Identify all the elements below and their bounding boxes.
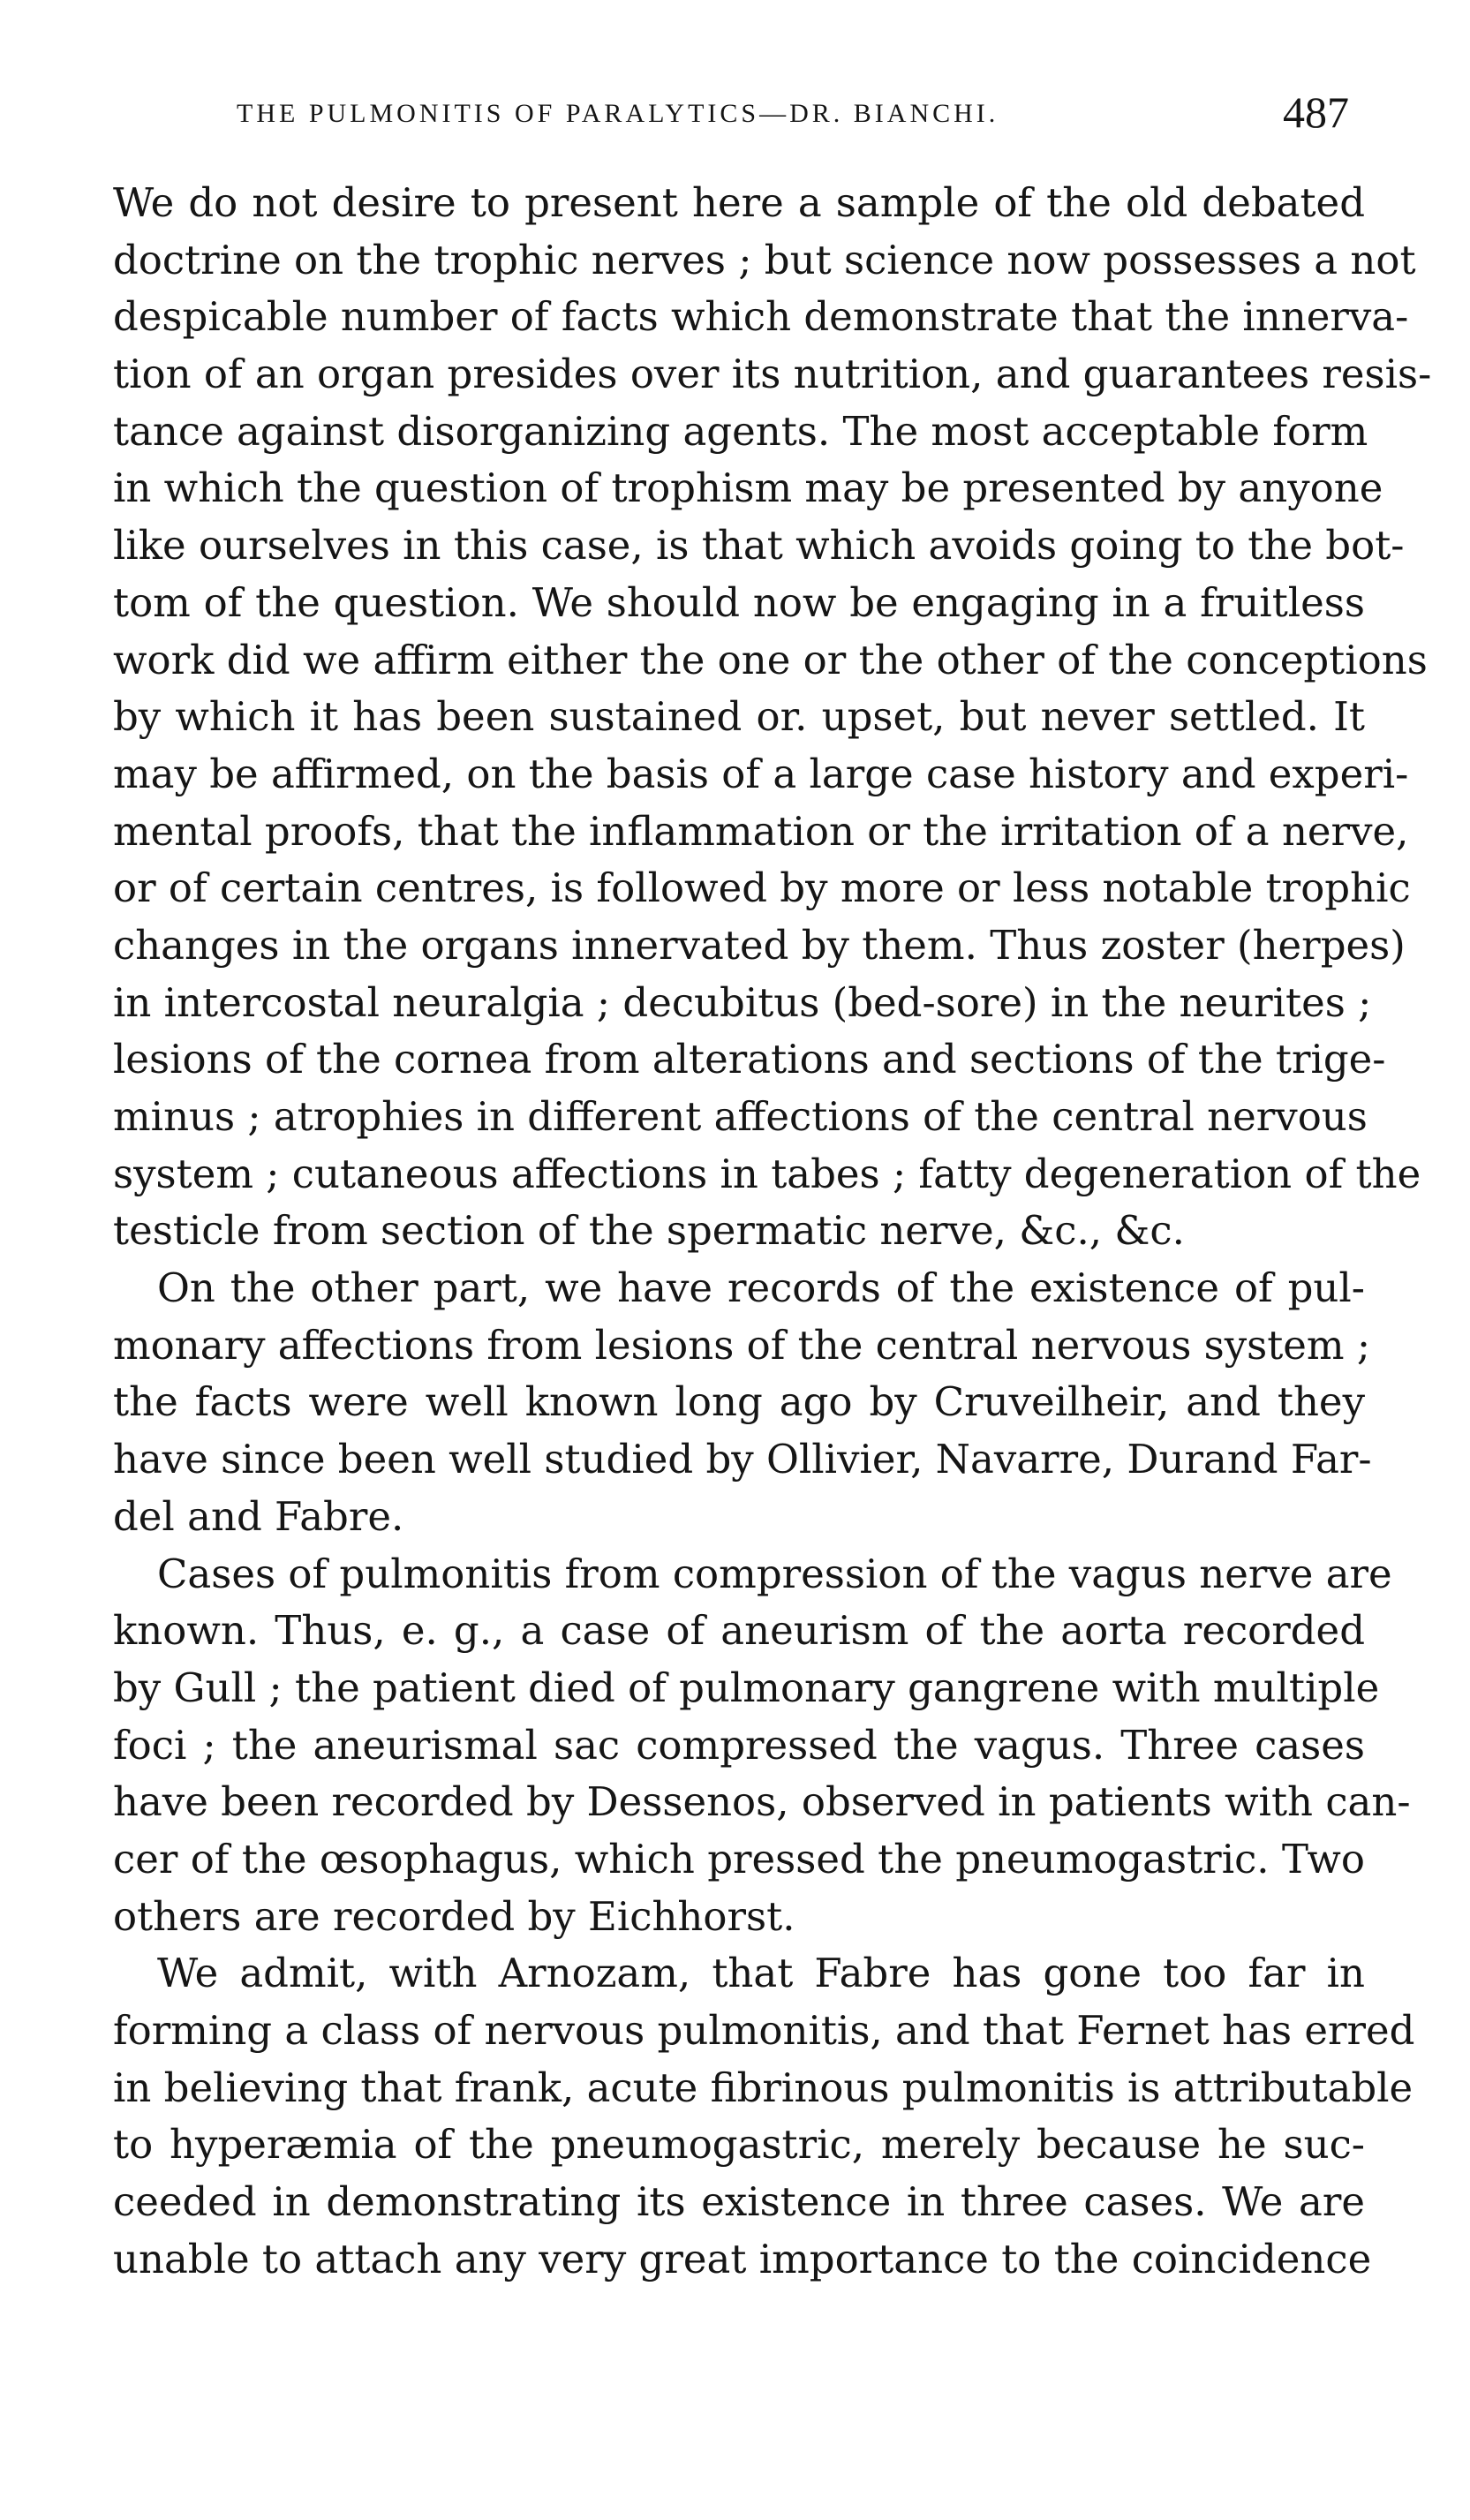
text-line: the facts were well known long ago by Cruveilheir, and they bbox=[113, 1378, 1365, 1426]
text-line: have been recorded by Dessenos, observed in patients with can- bbox=[113, 1778, 1411, 1826]
text-line: have since been well studied by Ollivier, Navarre, Durand Far- bbox=[113, 1436, 1372, 1483]
text-line: tion of an organ presides over its nutrition, and guarantees resis- bbox=[113, 351, 1432, 398]
paragraph-pulmonary-affections bbox=[113, 1260, 1372, 1545]
text-line: monary affections from lesions of the central nervous system ; bbox=[113, 1321, 1371, 1369]
text-line: testicle from section of the spermatic nerve, &c., &c. bbox=[113, 1207, 1185, 1255]
paragraph-trophic-nerves bbox=[113, 175, 1432, 1260]
text-line: minus ; atrophies in different affections of the central nervous bbox=[113, 1093, 1368, 1140]
text-line: work did we affirm either the one or the other of the conceptions bbox=[113, 636, 1428, 683]
text-line: system ; cutaneous affections in tabes ; fatty degeneration of the bbox=[113, 1150, 1421, 1197]
text-line: doctrine on the trophic nerves ; but science now possesses a not bbox=[113, 236, 1416, 283]
text-line: to hyperæmia of the pneumogastric, merely because he suc- bbox=[113, 2121, 1365, 2169]
paragraph-nervous-pulmonitis bbox=[113, 1945, 1415, 2288]
text-line: ceeded in demonstrating its existence in three cases. We are bbox=[113, 2178, 1365, 2226]
text-line: by Gull ; the patient died of pulmonary gangrene with multiple bbox=[113, 1664, 1380, 1711]
text-line: del and Fabre. bbox=[113, 1492, 404, 1540]
text-line: others are recorded by Eichhorst. bbox=[113, 1892, 795, 1940]
text-line: in which the question of trophism may be presented by anyone bbox=[113, 464, 1383, 512]
paragraph-vagus-compression bbox=[113, 1546, 1411, 1946]
page-number: 487 bbox=[1283, 87, 1349, 137]
text-line: We do not desire to present here a sample of the old debated bbox=[113, 179, 1365, 226]
text-line: mental proofs, that the inflammation or the irritation of a nerve, bbox=[113, 807, 1409, 855]
text-line: or of certain centres, is followed by more or less notable trophic bbox=[113, 864, 1411, 912]
body-text bbox=[113, 175, 1432, 2288]
text-line: We admit, with Arnozam, that Fabre has gone too far in bbox=[157, 1950, 1365, 1997]
text-line: lesions of the cornea from alterations and sections of the trige- bbox=[113, 1036, 1386, 1083]
text-line: in believing that frank, acute fibrinous pulmonitis is attributable bbox=[113, 2064, 1413, 2111]
text-line: Cases of pulmonitis from compression of the vagus nerve are bbox=[157, 1550, 1392, 1597]
text-line: known. Thus, e. g., a case of aneurism of the aorta recorded bbox=[113, 1607, 1365, 1655]
text-line: tance against disorganizing agents. The most acceptable form bbox=[113, 407, 1368, 455]
running-head bbox=[237, 87, 1349, 148]
text-line: tom of the question. We should now be engaging in a fruitless bbox=[113, 578, 1365, 626]
text-line: forming a class of nervous pulmonitis, and that Fernet has erred bbox=[113, 2007, 1415, 2054]
text-line: unable to attach any very great importance to the coincidence bbox=[113, 2235, 1372, 2282]
text-line: by which it has been sustained or. upset, but never settled. It bbox=[113, 693, 1365, 741]
text-line: despicable number of facts which demonstrate that the innerva- bbox=[113, 293, 1409, 341]
running-title: THE PULMONITIS OF PARALYTICS—DR. BIANCHI. bbox=[237, 99, 999, 128]
text-line: foci ; the aneurismal sac compressed the vagus. Three cases bbox=[113, 1721, 1365, 1769]
text-line: On the other part, we have records of the existence of pul- bbox=[157, 1264, 1365, 1312]
text-line: in intercostal neuralgia ; decubitus (bed-sore) in the neurites ; bbox=[113, 978, 1372, 1026]
text-line: changes in the organs innervated by them. Thus zoster (herpes) bbox=[113, 921, 1406, 969]
text-line: cer of the œsophagus, which pressed the pneumogastric. Two bbox=[113, 1835, 1365, 1882]
text-line: like ourselves in this case, is that which avoids going to the bot- bbox=[113, 522, 1405, 570]
text-line: may be affirmed, on the basis of a large case history and experi- bbox=[113, 750, 1409, 797]
